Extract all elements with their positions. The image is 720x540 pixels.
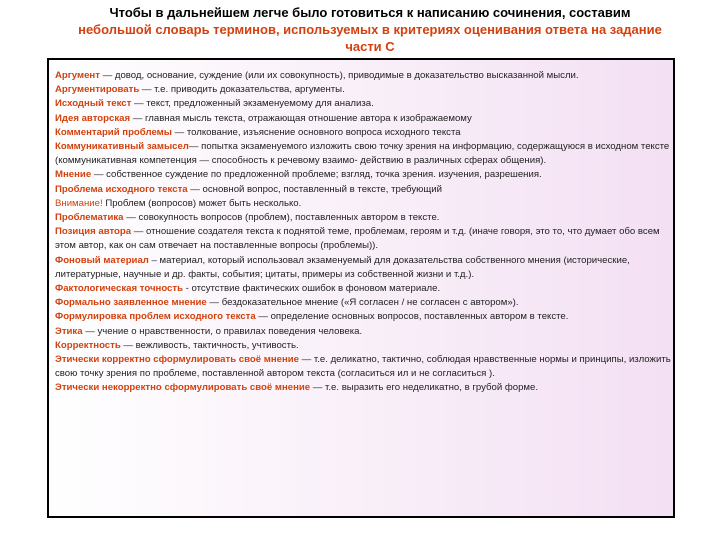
glossary-entry xyxy=(55,140,673,168)
glossary-definition: Проблем (вопросов) может быть несколько. xyxy=(102,197,302,209)
glossary-entry xyxy=(55,211,673,225)
heading-line-2: небольшой словарь терминов, используемых в критериях оценивания ответа на задание части С xyxy=(78,22,662,54)
glossary-entry xyxy=(55,83,673,97)
glossary-entry xyxy=(55,168,673,182)
glossary-term: Проблематика xyxy=(55,212,124,224)
glossary-term: Коммуникативный замысел xyxy=(55,141,189,153)
glossary-definition: — учение о нравственности, о правилах поведения человека. xyxy=(82,325,363,337)
glossary-term: Этика xyxy=(55,325,83,337)
glossary-term: Комментарий проблемы xyxy=(55,126,172,138)
glossary-term: Позиция автора xyxy=(55,226,132,238)
glossary-term: Аргументировать xyxy=(55,84,140,96)
glossary-definition: — толкование, изъяснение основного вопроса исходного текста xyxy=(171,126,461,138)
glossary-definition: - отсутствие фактических ошибок в фоновом материале. xyxy=(182,283,441,295)
glossary-definition: — т.е. приводить доказательства, аргументы. xyxy=(139,84,345,96)
glossary-term: Этически некорректно сформулировать своё мнение xyxy=(55,382,311,394)
glossary-entry xyxy=(55,69,673,83)
glossary-entry xyxy=(55,381,673,395)
glossary-entry xyxy=(55,97,673,111)
glossary-term: Идея авторская xyxy=(55,112,131,124)
glossary-entry xyxy=(55,112,673,126)
glossary-term: Мнение xyxy=(55,169,92,181)
glossary-entry xyxy=(55,296,673,310)
glossary-term: Формально заявленное мнение xyxy=(55,297,207,309)
glossary-term: Фоновый материал xyxy=(55,254,149,266)
glossary-entry xyxy=(55,126,673,140)
page-heading xyxy=(60,4,680,55)
glossary-definition: — попытка экзаменуемого изложить свою точку зрения на информацию, содержащуюся в исходном тексте (коммуникативная компетенция — способность к речевому взаимо- действию в различных сферах общения). xyxy=(55,141,670,167)
glossary-term: Внимание! xyxy=(55,197,103,209)
glossary-definition: — довод, основание, суждение (или их совокупность), приводимые в доказательство высказанной мысли. xyxy=(99,70,579,81)
glossary-definition: – материал, который использовал экзаменуемый для доказательства собственного мнения (исторические, литературные, научные и др. факты, события; цитаты, примеры из собственной жизни и т.д.). xyxy=(55,254,630,280)
glossary-entry xyxy=(55,183,673,197)
glossary-term: Исходный текст xyxy=(55,98,132,110)
glossary-panel xyxy=(47,58,675,518)
glossary-list xyxy=(55,69,673,396)
glossary-term: Проблема исходного текста xyxy=(55,183,188,195)
glossary-definition: — бездоказательное мнение («Я согласен / не согласен с автором»). xyxy=(206,297,519,309)
glossary-definition: — основной вопрос, поставленный в тексте, требующий xyxy=(187,183,442,195)
glossary-definition: — вежливость, тактичность, учтивость. xyxy=(120,339,299,351)
glossary-definition: — главная мысль текста, отражающая отношение автора к изображаемому xyxy=(130,112,472,124)
glossary-entry xyxy=(55,325,673,339)
glossary-term: Формулировка проблем исходного текста xyxy=(55,311,256,323)
glossary-entry xyxy=(55,353,673,381)
glossary-definition: — т.е. деликатно, тактично, соблюдая нравственные нормы и принципы, изложить свою точку зрения по проблеме, поставленной автором текста (согласиться ил и не согласиться ). xyxy=(55,354,671,380)
glossary-term: Аргумент xyxy=(55,70,100,81)
glossary-definition: — определение основных вопросов, поставленных автором в тексте. xyxy=(255,311,569,323)
glossary-term: Корректность xyxy=(55,339,121,351)
heading-line-1: Чтобы в дальнейшем легче было готовиться к написанию сочинения, составим xyxy=(109,5,631,20)
glossary-definition: — текст, предложенный экзаменуемому для анализа. xyxy=(131,98,374,110)
glossary-definition: — собственное суждение по предложенной проблеме; взгляд, точка зрения. изучения, разрешения. xyxy=(91,169,542,181)
glossary-definition: — совокупность вопросов (проблем), поставленных автором в тексте. xyxy=(123,212,440,224)
glossary-entry xyxy=(55,282,673,296)
glossary-term: Фактологическая точность xyxy=(55,283,183,295)
glossary-entry xyxy=(55,339,673,353)
glossary-entry xyxy=(55,254,673,282)
glossary-definition: — т.е. выразить его неделикатно, в грубой форме. xyxy=(310,382,539,394)
glossary-entry xyxy=(55,225,673,253)
glossary-definition: — отношение создателя текста к поднятой теме, проблемам, героям и т.д. (иначе говоря, это то, что думает обо всем этом автор, как он сам отвечает на поставленные вопросы (проблемы)). xyxy=(55,226,660,252)
glossary-entry xyxy=(55,310,673,324)
glossary-term: Этически корректно сформулировать своё мнение xyxy=(55,354,299,366)
glossary-entry xyxy=(55,197,673,211)
